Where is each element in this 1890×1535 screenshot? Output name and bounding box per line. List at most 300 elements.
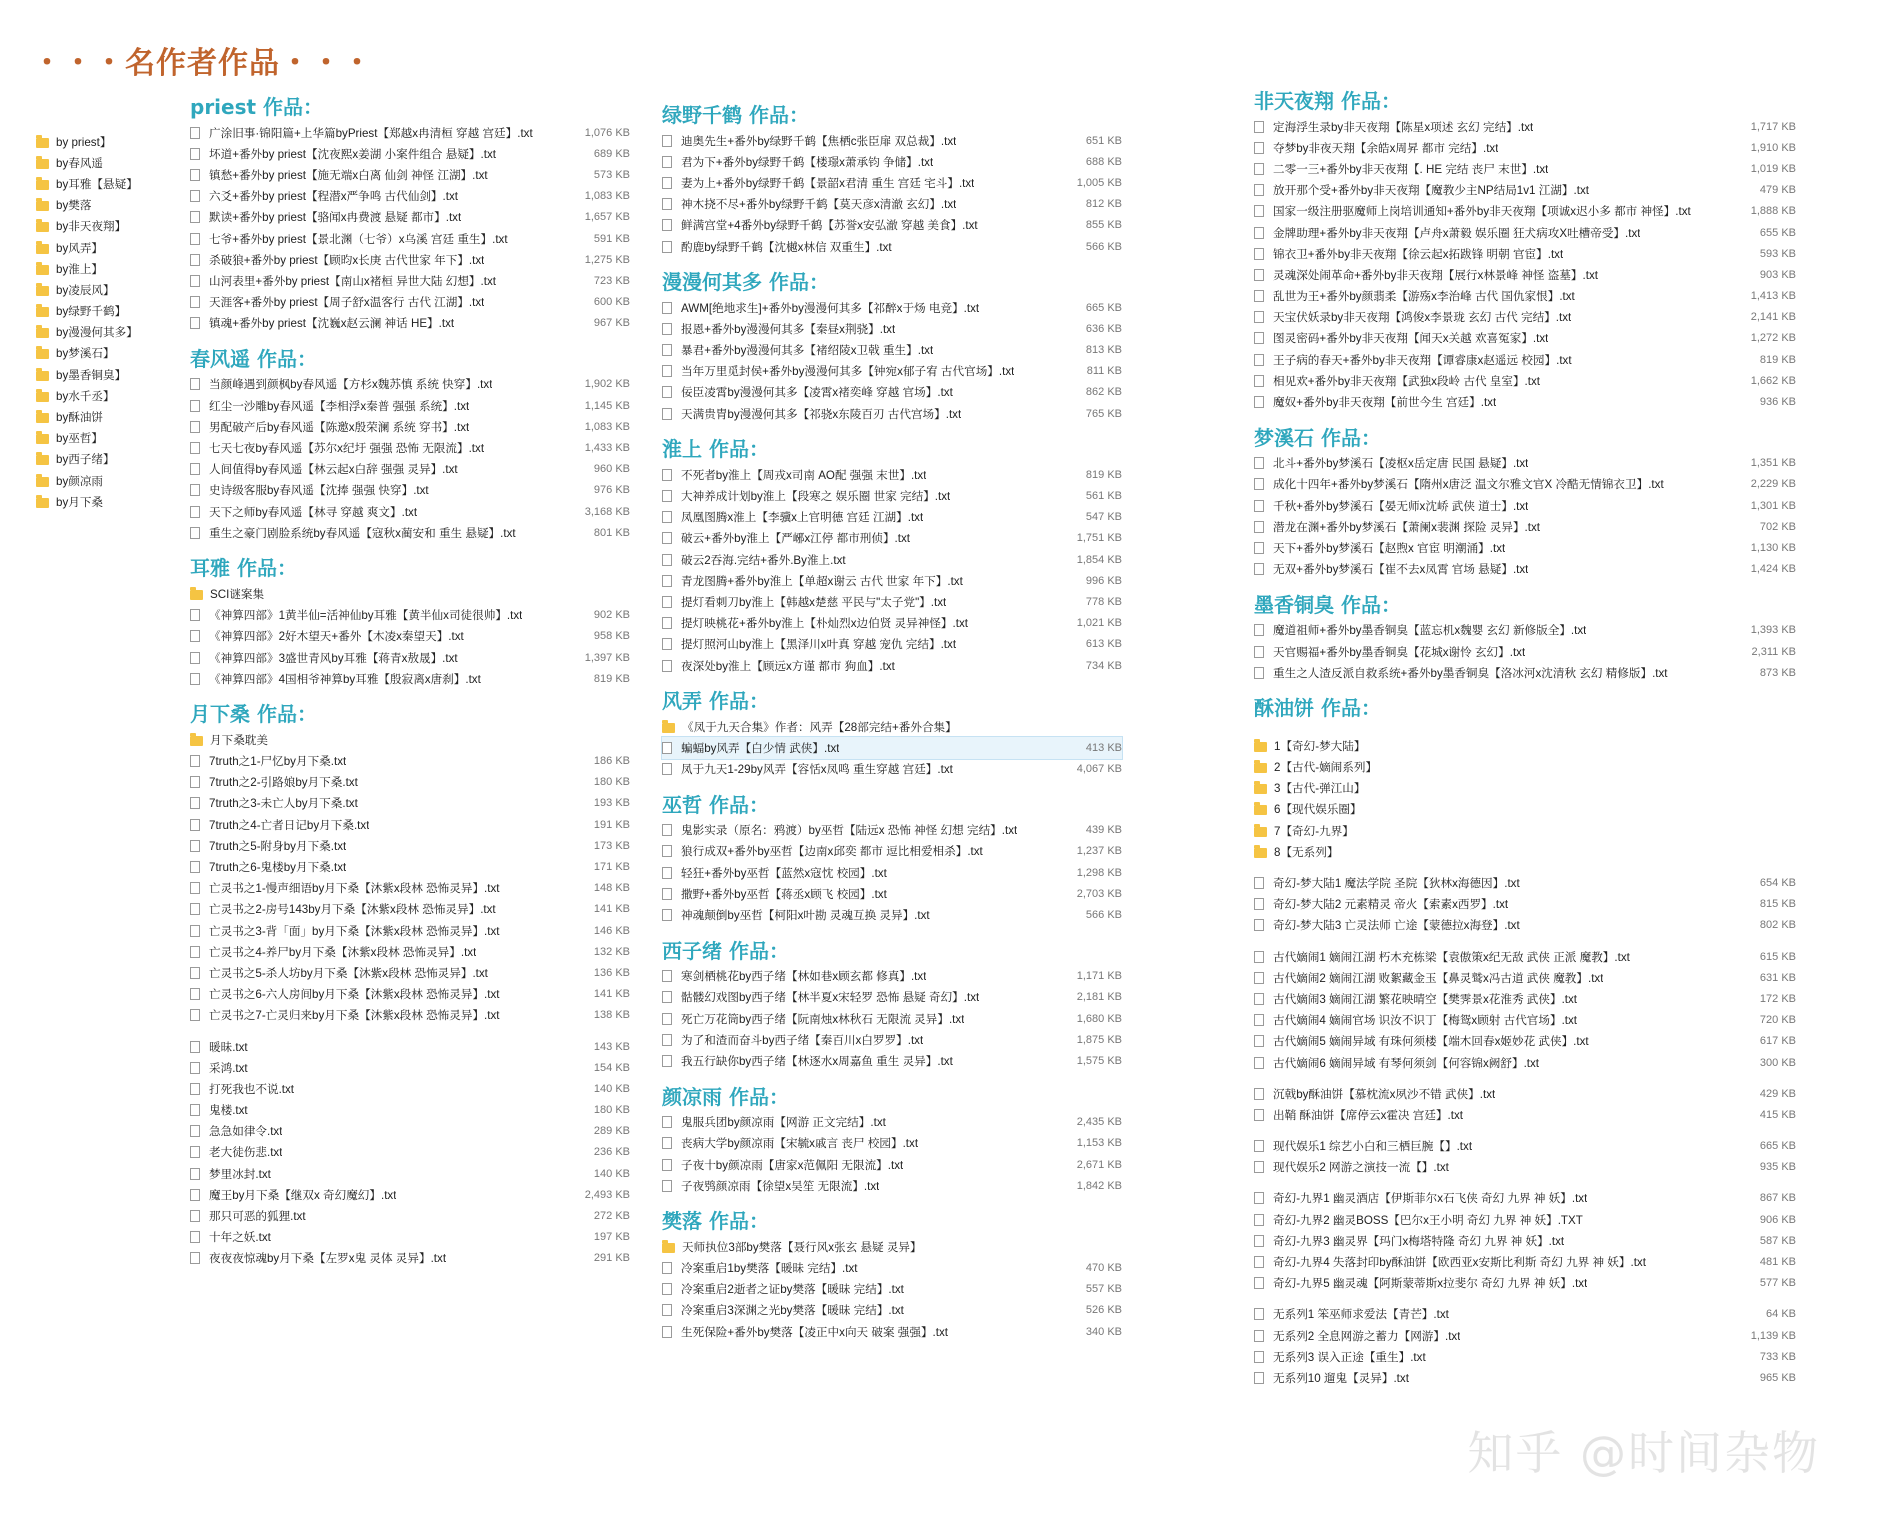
file-row[interactable]: [190, 416, 630, 437]
file-row[interactable]: [190, 1205, 630, 1226]
file-row[interactable]: [1254, 946, 1796, 967]
file-name: 冷案重启2逝者之证by樊落【暖昧 完结】.txt: [681, 1283, 904, 1297]
folder-item[interactable]: [36, 322, 176, 343]
file-name: 亡灵书之2-房号143by月下桑【沐紫x段林 恐怖灵异】.txt: [209, 903, 496, 917]
file-row[interactable]: [1254, 370, 1796, 391]
file-row[interactable]: [1254, 286, 1796, 307]
spacer: [1254, 862, 1796, 872]
file-name: 天涯客+番外by priest【周子舒x温客行 古代 江湖】.txt: [209, 296, 485, 310]
file-row[interactable]: [190, 207, 630, 228]
file-row[interactable]: [662, 1175, 1122, 1196]
file-name: 《神算四部》3盛世青风by耳雅【蒋青x敖晟】.txt: [209, 651, 458, 665]
file-name: 奇幻-梦大陆2 元素精灵 帝火【索素x西罗】.txt: [1273, 898, 1509, 912]
folder-item[interactable]: [662, 1236, 1122, 1257]
folder-icon: [36, 180, 49, 190]
file-name: 沉戟by酥油饼【慕枕流x夙沙不错 武侠】.txt: [1273, 1087, 1496, 1101]
folder-item[interactable]: [36, 216, 176, 237]
file-name: 暴君+番外by漫漫何其多【褚绍陵x卫戟 重生】.txt: [681, 344, 934, 358]
file-size: 689 KB: [593, 147, 630, 160]
file-row[interactable]: [1254, 641, 1796, 662]
file-row[interactable]: [1254, 1273, 1796, 1294]
text-file-icon: [1254, 184, 1264, 196]
section-title: 绿野千鹤 作品：: [662, 103, 809, 127]
text-file-icon: [662, 991, 672, 1003]
file-size: 1,005 KB: [1076, 176, 1122, 189]
section-title: 颜凉雨 作品：: [662, 1084, 789, 1109]
file-row[interactable]: [662, 987, 1122, 1008]
section-title: 风弄 作品：: [662, 689, 769, 714]
file-name: 杀破狼+番外by priest【顾昀x长庚 古代世家 年下】.txt: [209, 253, 485, 267]
file-size: 64 KB: [1766, 1308, 1796, 1321]
text-file-icon: [1254, 877, 1264, 889]
text-file-icon: [1254, 1140, 1264, 1152]
file-name: 六爻+番外by priest【程潜x严争鸣 古代仙剑】.txt: [209, 190, 458, 204]
section-title: 墨香铜臭 作品：: [1254, 592, 1401, 617]
file-row[interactable]: [1254, 222, 1796, 243]
file-row[interactable]: [662, 507, 1122, 528]
file-size: 557 KB: [1085, 1283, 1122, 1296]
text-file-icon: [662, 511, 672, 523]
file-row[interactable]: [1254, 915, 1796, 936]
folder-item[interactable]: [36, 301, 176, 322]
file-size: 1,298 KB: [1076, 866, 1122, 879]
file-row[interactable]: [662, 297, 1122, 318]
file-size: 811 KB: [1086, 365, 1122, 378]
folder-item[interactable]: [1254, 778, 1796, 799]
folder-name: 月下桑耽美: [210, 733, 268, 747]
text-file-icon: [190, 1189, 200, 1201]
text-file-icon: [1254, 1161, 1264, 1173]
file-row[interactable]: [1254, 1136, 1796, 1157]
file-size: 902 KB: [593, 609, 630, 622]
spacer: [1254, 1126, 1796, 1136]
folder-item[interactable]: [36, 258, 176, 279]
file-name: 无系列10 遛鬼【灵异】.txt: [1273, 1371, 1409, 1385]
file-row[interactable]: [1254, 620, 1796, 641]
file-row[interactable]: [662, 759, 1122, 780]
text-file-icon: [662, 344, 672, 356]
file-row[interactable]: [190, 1121, 630, 1142]
file-size: 778 KB: [1085, 595, 1122, 608]
file-name: 山河表里+番外by priest【南山x褚桓 异世大陆 幻想】.txt: [209, 274, 496, 288]
file-row[interactable]: [1254, 180, 1796, 201]
section-title: 酥油饼 作品：: [1254, 696, 1381, 721]
file-row[interactable]: [662, 1300, 1122, 1321]
file-row[interactable]: [1254, 988, 1796, 1009]
folder-item[interactable]: [1254, 841, 1796, 862]
folder-item[interactable]: [36, 237, 176, 258]
file-row[interactable]: [190, 1078, 630, 1099]
file-row[interactable]: [190, 856, 630, 877]
file-row[interactable]: [190, 941, 630, 962]
file-row[interactable]: [190, 292, 630, 313]
text-file-icon: [1254, 311, 1264, 323]
text-file-icon: [190, 527, 200, 539]
file-size: 631 KB: [1759, 971, 1796, 984]
text-file-icon: [1254, 1109, 1264, 1121]
file-name: 鬼影实录（原名：鸦渡）by巫哲【陆远x 恐怖 神怪 幻想 完结】.txt: [681, 824, 1018, 838]
file-size: 802 KB: [1759, 919, 1796, 932]
file-row[interactable]: [190, 772, 630, 793]
file-row[interactable]: [190, 751, 630, 772]
file-row[interactable]: [662, 591, 1122, 612]
text-file-icon: [1254, 521, 1264, 533]
folder-item[interactable]: [36, 131, 176, 152]
file-row[interactable]: [662, 655, 1122, 676]
file-row[interactable]: [662, 318, 1122, 339]
file-row[interactable]: [1254, 559, 1796, 580]
file-row[interactable]: [1254, 201, 1796, 222]
file-row[interactable]: [662, 862, 1122, 883]
file-row[interactable]: [662, 464, 1122, 485]
folder-name: by巫哲】: [56, 432, 104, 446]
file-size: 3,168 KB: [584, 505, 630, 518]
file-name: 酌鹿by绿野千鹤【沈樾x林信 双重生】.txt: [681, 240, 892, 254]
file-name: 北斗+番外by梦溪石【凌枢x岳定唐 民国 悬疑】.txt: [1273, 457, 1529, 471]
file-size: 1,751 KB: [1076, 532, 1122, 545]
file-row[interactable]: [1254, 1209, 1796, 1230]
file-row[interactable]: [190, 313, 630, 334]
text-file-icon: [190, 1252, 200, 1264]
file-row[interactable]: [1254, 1230, 1796, 1251]
file-row[interactable]: [1254, 349, 1796, 370]
text-file-icon: [1254, 1308, 1264, 1320]
folder-item[interactable]: [662, 716, 1122, 737]
file-row[interactable]: [662, 172, 1122, 193]
folder-name: SCI谜案集: [210, 587, 265, 601]
file-name: 重生之豪门剧脸系统by春风遥【寇秋x蔺安和 重生 悬疑】.txt: [209, 526, 516, 540]
file-row[interactable]: [1254, 1367, 1796, 1388]
file-row[interactable]: [1254, 662, 1796, 683]
file-row[interactable]: [190, 1036, 630, 1057]
text-file-icon: [662, 219, 672, 231]
text-file-icon: [662, 1180, 672, 1192]
file-size: 862 KB: [1085, 386, 1122, 399]
file-size: 289 KB: [593, 1125, 630, 1138]
folder-item[interactable]: [36, 470, 176, 491]
text-file-icon: [1254, 1351, 1264, 1363]
file-name: 死亡万花筒by西子绪【阮南烛x林秋石 无限流 灵异】.txt: [681, 1012, 965, 1026]
file-row[interactable]: [1254, 1031, 1796, 1052]
file-row[interactable]: [190, 1163, 630, 1184]
file-name: 夜深处by淮上【顾远x方谨 都市 狗血】.txt: [681, 659, 895, 673]
file-name: 奇幻-九界2 幽灵BOSS【巴尔x王小明 奇幻 九界 神 妖】.TXT: [1273, 1213, 1583, 1227]
file-size: 291 KB: [593, 1252, 630, 1265]
file-name: 《神算四部》4国相爷神算by耳雅【殷寂离x唐刹】.txt: [209, 672, 481, 686]
file-row[interactable]: [1254, 116, 1796, 137]
file-size: 4,067 KB: [1076, 763, 1122, 776]
text-file-icon: [1254, 500, 1264, 512]
file-row[interactable]: [190, 437, 630, 458]
spacer: [1254, 1389, 1796, 1399]
file-name: 放开那个受+番外by非天夜翔【魔教少主NP结局1v1 江湖】.txt: [1273, 184, 1589, 198]
file-row[interactable]: [662, 1154, 1122, 1175]
file-name: 子夜十by颜凉雨【唐家x范佩阳 无限流】.txt: [681, 1158, 904, 1172]
folder-item[interactable]: [36, 364, 176, 385]
section-title: 樊落 作品：: [662, 1209, 769, 1234]
file-row[interactable]: [662, 904, 1122, 925]
spacer: [190, 1269, 630, 1279]
file-name: 急急如律令.txt: [209, 1125, 283, 1139]
text-file-icon: [662, 386, 672, 398]
file-row[interactable]: [1254, 1304, 1796, 1325]
file-name: 重生之人渣反派自救系统+番外by墨香铜臭【洛冰河x沈清秋 玄幻 精修版】.txt: [1273, 666, 1668, 680]
file-row[interactable]: [1254, 474, 1796, 495]
folder-item[interactable]: [36, 406, 176, 427]
file-row[interactable]: [190, 228, 630, 249]
folder-icon: [36, 138, 49, 148]
file-row[interactable]: [190, 270, 630, 291]
file-size: 439 KB: [1085, 824, 1122, 837]
text-file-icon: [662, 763, 672, 775]
file-name: 亡灵书之5-杀人坊by月下桑【沐紫x段林 恐怖灵异】.txt: [209, 966, 488, 980]
text-file-icon: [1254, 290, 1264, 302]
file-row[interactable]: [1254, 137, 1796, 158]
folder-group: [1254, 735, 1796, 862]
folder-item[interactable]: [190, 729, 630, 750]
file-row[interactable]: [190, 814, 630, 835]
file-row[interactable]: [190, 501, 630, 522]
file-size: 665 KB: [1085, 301, 1122, 314]
file-row[interactable]: [190, 962, 630, 983]
file-row[interactable]: [190, 1227, 630, 1248]
text-file-icon: [1254, 1235, 1264, 1247]
file-row[interactable]: [662, 1279, 1122, 1300]
file-row[interactable]: [1254, 1251, 1796, 1272]
file-row[interactable]: [1254, 264, 1796, 285]
file-row[interactable]: [190, 164, 630, 185]
file-row[interactable]: [190, 793, 630, 814]
folder-item[interactable]: [36, 449, 176, 470]
file-row[interactable]: [190, 647, 630, 668]
text-file-icon: [1254, 1057, 1264, 1069]
file-row[interactable]: [1254, 1052, 1796, 1073]
file-row[interactable]: [662, 634, 1122, 655]
file-row[interactable]: [1254, 495, 1796, 516]
file-row[interactable]: [662, 1008, 1122, 1029]
file-row[interactable]: [190, 668, 630, 689]
file-row[interactable]: [190, 878, 630, 899]
file-row[interactable]: [190, 1100, 630, 1121]
file-row[interactable]: [662, 528, 1122, 549]
file-row[interactable]: [190, 605, 630, 626]
file-row[interactable]: [1254, 516, 1796, 537]
folder-name: 《凤于九天合集》作者：风弄【28部完结+番外合集】: [682, 720, 957, 734]
file-row[interactable]: [1254, 328, 1796, 349]
file-size: 1,657 KB: [584, 211, 630, 224]
file-row[interactable]: [190, 1057, 630, 1078]
file-row[interactable]: [190, 1248, 630, 1269]
file-name: 寒剑栖桃花by西子绪【林如巷x顾玄都 修真】.txt: [681, 970, 927, 984]
file-row[interactable]: [190, 1005, 630, 1026]
file-size: 654 KB: [1759, 877, 1796, 890]
text-file-icon: [190, 652, 200, 664]
file-row[interactable]: [1254, 453, 1796, 474]
file-row[interactable]: [1254, 894, 1796, 915]
text-file-icon: [1254, 121, 1264, 133]
folder-item[interactable]: [36, 152, 176, 173]
file-name: 奇幻-九界3 幽灵界【玛门x梅塔特隆 奇幻 九界 神 妖】.txt: [1273, 1234, 1565, 1248]
file-row[interactable]: [1254, 158, 1796, 179]
folder-icon: [36, 477, 49, 487]
folder-item[interactable]: [1254, 757, 1796, 778]
file-row[interactable]: [1254, 1104, 1796, 1125]
file-row[interactable]: [190, 186, 630, 207]
file-row[interactable]: [662, 215, 1122, 236]
file-row[interactable]: [1254, 967, 1796, 988]
file-row[interactable]: [662, 841, 1122, 862]
file-name: 无系列2 全息网游之蓄力【网游】.txt: [1273, 1329, 1461, 1343]
folder-item[interactable]: [36, 428, 176, 449]
file-size: 1,237 KB: [1076, 845, 1122, 858]
file-size: 2,181 KB: [1076, 991, 1122, 1004]
file-row[interactable]: [1254, 307, 1796, 328]
file-row[interactable]: [190, 1142, 630, 1163]
file-size: 976 KB: [593, 484, 630, 497]
file-row[interactable]: [662, 403, 1122, 424]
text-file-icon: [190, 1062, 200, 1074]
file-size: 855 KB: [1085, 219, 1122, 232]
file-row[interactable]: [1254, 243, 1796, 264]
file-row[interactable]: [662, 1029, 1122, 1050]
file-name: 报恩+番外by漫漫何其多【秦昼x荆骁】.txt: [681, 322, 896, 336]
file-row[interactable]: [662, 820, 1122, 841]
folder-item[interactable]: [190, 583, 630, 604]
file-row[interactable]: [190, 143, 630, 164]
file-row[interactable]: [662, 737, 1122, 758]
spacer: [662, 1072, 1122, 1082]
file-row[interactable]: [662, 1050, 1122, 1071]
file-name: 出鞘 酥油饼【席停云x霍决 宫廷】.txt: [1273, 1108, 1464, 1122]
folder-item[interactable]: [36, 343, 176, 364]
file-row[interactable]: [1254, 1157, 1796, 1178]
file-name: 无系列1 笨巫师求爱法【青芒】.txt: [1273, 1308, 1449, 1322]
text-file-icon: [662, 1055, 672, 1067]
folder-item[interactable]: [36, 279, 176, 300]
folder-item[interactable]: [36, 173, 176, 194]
file-name: 狼行成双+番外by巫哲【边南x邱奕 都市 逗比相爱相杀】.txt: [681, 845, 983, 859]
file-row[interactable]: [190, 1184, 630, 1205]
file-row[interactable]: [1254, 1188, 1796, 1209]
file-row[interactable]: [662, 382, 1122, 403]
file-row[interactable]: [190, 459, 630, 480]
file-row[interactable]: [1254, 537, 1796, 558]
file-row[interactable]: [662, 236, 1122, 257]
file-row[interactable]: [1254, 391, 1796, 412]
file-row[interactable]: [662, 883, 1122, 904]
text-file-icon: [662, 1326, 672, 1338]
file-size: 140 KB: [593, 1167, 630, 1180]
file-row[interactable]: [190, 920, 630, 941]
text-file-icon: [662, 365, 672, 377]
folder-icon: [36, 392, 49, 402]
spacer: [662, 676, 1122, 686]
file-name: 亡灵书之4-养尸by月下桑【沐紫x段林 恐怖灵异】.txt: [209, 945, 477, 959]
file-row[interactable]: [1254, 872, 1796, 893]
file-size: 702 KB: [1759, 520, 1796, 533]
file-name: 成化十四年+番外by梦溪石【隋州x唐泛 温文尔雅文官X 冷酷无情锦衣卫】.txt: [1273, 478, 1664, 492]
file-row[interactable]: [190, 480, 630, 501]
file-row[interactable]: [190, 395, 630, 416]
file-row[interactable]: [662, 1258, 1122, 1279]
folder-item[interactable]: [36, 385, 176, 406]
file-row[interactable]: [1254, 1346, 1796, 1367]
file-size: 819 KB: [593, 672, 630, 685]
file-size: 140 KB: [593, 1082, 630, 1095]
file-size: 1,910 KB: [1750, 141, 1796, 154]
folder-item[interactable]: [1254, 820, 1796, 841]
text-file-icon: [1254, 248, 1264, 260]
file-row[interactable]: [1254, 1325, 1796, 1346]
folder-item[interactable]: [1254, 799, 1796, 820]
file-row[interactable]: [190, 522, 630, 543]
folder-name: 天师执位3部by樊落【聂行风x张玄 悬疑 灵异】: [682, 1240, 922, 1254]
text-file-icon: [662, 490, 672, 502]
file-name: 夺梦by非夜天翔【余皓x周昇 都市 完结】.txt: [1273, 141, 1499, 155]
file-row[interactable]: [190, 249, 630, 270]
file-row[interactable]: [662, 194, 1122, 215]
file-row[interactable]: [190, 626, 630, 647]
file-name: 默读+番外by priest【骆闻x冉费渡 悬疑 都市】.txt: [209, 211, 462, 225]
file-row[interactable]: [662, 1112, 1122, 1133]
file-row[interactable]: [662, 1321, 1122, 1342]
file-row[interactable]: [190, 374, 630, 395]
section-title: 春风遥 作品：: [190, 346, 317, 371]
file-name: 金牌助理+番外by非天夜翔【卢舟x萧毅 娱乐圈 狂犬病攻X吐槽帝受】.txt: [1273, 226, 1641, 240]
file-size: 733 KB: [1759, 1350, 1796, 1363]
folder-item[interactable]: [36, 195, 176, 216]
text-file-icon: [190, 190, 200, 202]
file-row[interactable]: [662, 549, 1122, 570]
file-size: 186 KB: [593, 755, 630, 768]
file-name: 亡灵书之7-亡灵归来by月下桑【沐紫x段林 恐怖灵异】.txt: [209, 1009, 500, 1023]
folder-name: by梦溪石】: [56, 347, 115, 361]
file-name: 亡灵书之3-背「面」by月下桑【沐紫x段林 恐怖灵异】.txt: [209, 924, 500, 938]
file-name: 冷案重启1by樊落【暖昧 完结】.txt: [681, 1262, 858, 1276]
file-size: 2,703 KB: [1076, 887, 1122, 900]
file-row[interactable]: [662, 1133, 1122, 1154]
file-size: 813 KB: [1085, 344, 1122, 357]
file-row[interactable]: [190, 835, 630, 856]
text-file-icon: [1254, 646, 1264, 658]
file-size: 665 KB: [1759, 1140, 1796, 1153]
file-row[interactable]: [662, 130, 1122, 151]
file-row[interactable]: [662, 361, 1122, 382]
file-row[interactable]: [662, 151, 1122, 172]
file-row[interactable]: [662, 485, 1122, 506]
file-row[interactable]: [662, 570, 1122, 591]
text-file-icon: [662, 638, 672, 650]
file-name: 灵魂深处闹革命+番外by非天夜翔【展行x林景峰 神怪 盗墓】.txt: [1273, 268, 1598, 282]
file-row[interactable]: [190, 984, 630, 1005]
file-row[interactable]: [662, 613, 1122, 634]
file-size: 636 KB: [1085, 322, 1122, 335]
file-name: 提灯映桃花+番外by淮上【朴灿烈x边伯贤 灵异神怪】.txt: [681, 617, 968, 631]
file-row[interactable]: [1254, 1083, 1796, 1104]
text-file-icon: [662, 617, 672, 629]
file-name: 《神算四部》2好木望天+番外【木凌x秦望天】.txt: [209, 630, 464, 644]
file-row[interactable]: [190, 899, 630, 920]
file-row[interactable]: [190, 122, 630, 143]
folder-icon: [36, 244, 49, 254]
file-row[interactable]: [662, 966, 1122, 987]
folder-item[interactable]: [36, 491, 176, 512]
file-row[interactable]: [1254, 1010, 1796, 1031]
file-row[interactable]: [662, 340, 1122, 361]
text-file-icon: [1254, 1330, 1264, 1342]
file-size: 340 KB: [1085, 1325, 1122, 1338]
folder-item[interactable]: [1254, 735, 1796, 756]
